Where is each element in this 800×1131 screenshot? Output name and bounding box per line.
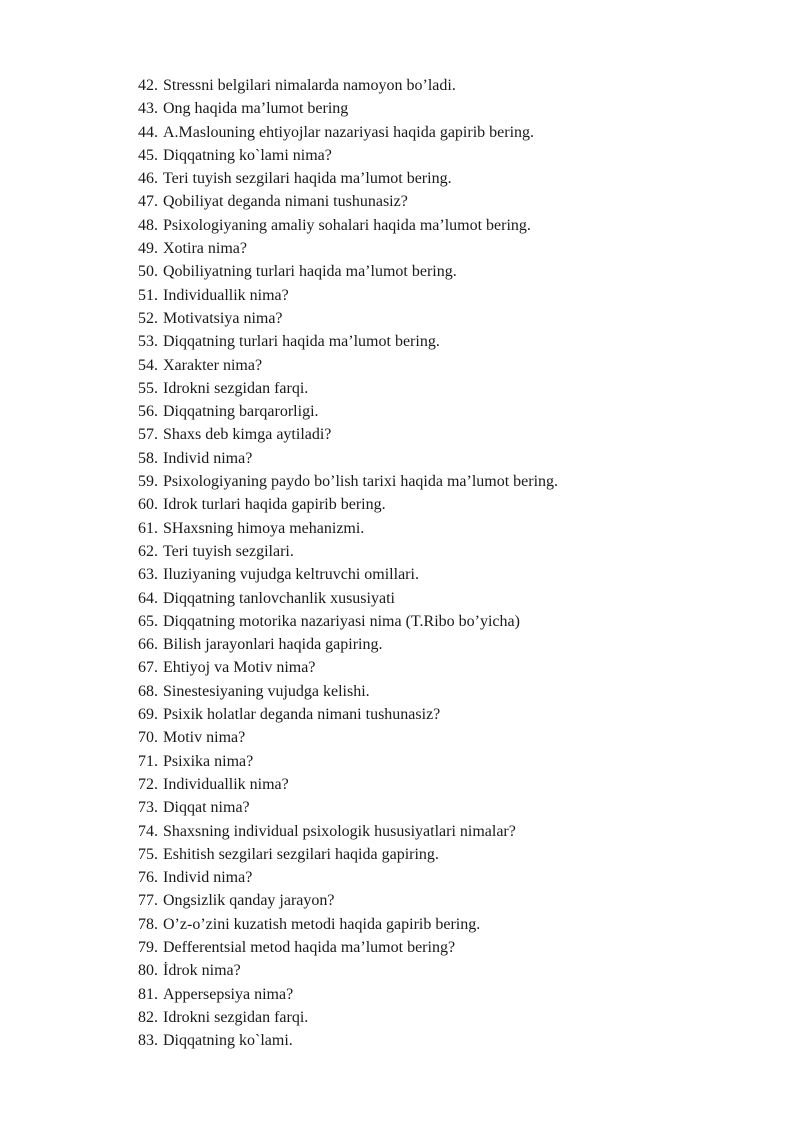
question-number: 83.: [138, 1032, 158, 1050]
question-text: SHaxsning himoya mehanizmi.: [163, 519, 365, 537]
question-number: 75.: [138, 845, 158, 863]
question-text: Iluziyaning vujudga keltruvchi omillari.: [163, 566, 419, 584]
question-text: O’z-o’zini kuzatish metodi haqida gapirib bering.: [163, 915, 481, 933]
question-number: 78.: [138, 915, 158, 933]
question-number: 77.: [138, 892, 158, 910]
question-number: 53.: [138, 333, 158, 351]
question-number: 62.: [138, 542, 158, 560]
question-number: 73.: [138, 799, 158, 817]
question-number: 43.: [138, 100, 158, 118]
question-text: Teri tuyish sezgilari.: [163, 542, 294, 560]
question-text: Stressni belgilari nimalarda namoyon bo’ladi.: [163, 77, 456, 94]
question-text: Ehtiyoj va Motiv nima?: [163, 659, 316, 677]
question-text: Psixologiyaning paydo bo’lish tarixi haqida ma’lumot bering.: [163, 473, 559, 491]
question-text: Diqqatning ko`lami.: [163, 1032, 293, 1050]
question-number: 52.: [138, 309, 158, 327]
question-number: 66.: [138, 636, 158, 654]
question-text: İdrok nima?: [163, 962, 241, 980]
question-number: 61.: [138, 519, 158, 537]
question-text: Idrokni sezgidan farqi.: [163, 379, 309, 397]
question-number: 64.: [138, 589, 158, 607]
question-number: 82.: [138, 1008, 158, 1026]
question-number: 70.: [138, 729, 158, 747]
question-number: 49.: [138, 240, 158, 258]
question-number: 47.: [138, 193, 158, 211]
question-number: 76.: [138, 869, 158, 887]
question-text: Bilish jarayonlari haqida gapiring.: [163, 636, 383, 654]
question-number: 55.: [138, 379, 158, 397]
question-number: 81.: [138, 985, 158, 1003]
question-text: Ong haqida ma’lumot bering: [163, 100, 349, 118]
question-text: Diqqatning tanlovchanlik xususiyati: [163, 589, 395, 607]
question-number: 57.: [138, 426, 158, 444]
question-number: 56.: [138, 403, 158, 421]
question-number: 68.: [138, 682, 158, 700]
question-text: Psixik holatlar deganda nimani tushunasiz?: [163, 706, 441, 724]
question-number: 48.: [138, 216, 158, 234]
question-number: 67.: [138, 659, 158, 677]
question-number: 60.: [138, 496, 158, 514]
question-number: 58.: [138, 449, 158, 467]
question-text: Qobiliyatning turlari haqida ma’lumot bering.: [163, 263, 457, 281]
question-text: Idrokni sezgidan farqi.: [163, 1008, 309, 1026]
question-text: Individ nima?: [163, 449, 253, 467]
question-text: Diqqatning ko`lami nima?: [163, 146, 332, 164]
question-number: 42.: [138, 77, 158, 94]
question-number: 71.: [138, 752, 158, 770]
question-text: Individuallik nima?: [163, 775, 289, 793]
question-text: Xotira nima?: [163, 240, 247, 258]
question-number: 65.: [138, 612, 158, 630]
question-text: Ongsizlik qanday jarayon?: [163, 892, 335, 910]
question-text: Teri tuyish sezgilari haqida ma’lumot bering.: [163, 170, 452, 188]
question-number: 74.: [138, 822, 158, 840]
question-number: 59.: [138, 473, 158, 491]
question-number: 69.: [138, 706, 158, 724]
question-number: 80.: [138, 962, 158, 980]
question-text: Defferentsial metod haqida ma’lumot bering?: [163, 938, 456, 956]
question-text: Diqqatning barqarorligi.: [163, 403, 319, 421]
question-text: Sinestesiyaning vujudga kelishi.: [163, 682, 370, 700]
question-text: Diqqat nima?: [163, 799, 250, 817]
question-number: 72.: [138, 775, 158, 793]
question-text: Psixika nima?: [163, 752, 254, 770]
question-number: 46.: [138, 170, 158, 188]
question-text: Motiv nima?: [163, 729, 246, 747]
question-text: Diqqatning turlari haqida ma’lumot bering.: [163, 333, 440, 351]
question-text: Xarakter nima?: [163, 356, 263, 374]
question-number: 79.: [138, 938, 158, 956]
question-text: Individ nima?: [163, 869, 253, 887]
question-text: Shaxsning individual psixologik hususiyatlari nimalar?: [163, 822, 516, 840]
question-text: Idrok turlari haqida gapirib bering.: [163, 496, 386, 514]
question-text: A.Maslouning ehtiyojlar nazariyasi haqida gapirib bering.: [163, 123, 535, 141]
question-text: Qobiliyat deganda nimani tushunasiz?: [163, 193, 408, 211]
question-text: Diqqatning motorika nazariyasi nima (T.Ribo bo’yicha): [163, 612, 520, 630]
question-number: 63.: [138, 566, 158, 584]
question-text: Individuallik nima?: [163, 286, 289, 304]
question-text: Appersepsiya nima?: [163, 985, 294, 1003]
question-text: Eshitish sezgilari sezgilari haqida gapiring.: [163, 845, 439, 863]
question-number: 51.: [138, 286, 158, 304]
question-text: Psixologiyaning amaliy sohalari haqida ma’lumot bering.: [163, 216, 531, 234]
question-number: 44.: [138, 123, 158, 141]
question-text: Shaxs deb kimga aytiladi?: [163, 426, 332, 444]
question-text: Motivatsiya nima?: [163, 309, 283, 327]
question-number: 45.: [138, 146, 158, 164]
question-number: 54.: [138, 356, 158, 374]
question-number: 50.: [138, 263, 158, 281]
